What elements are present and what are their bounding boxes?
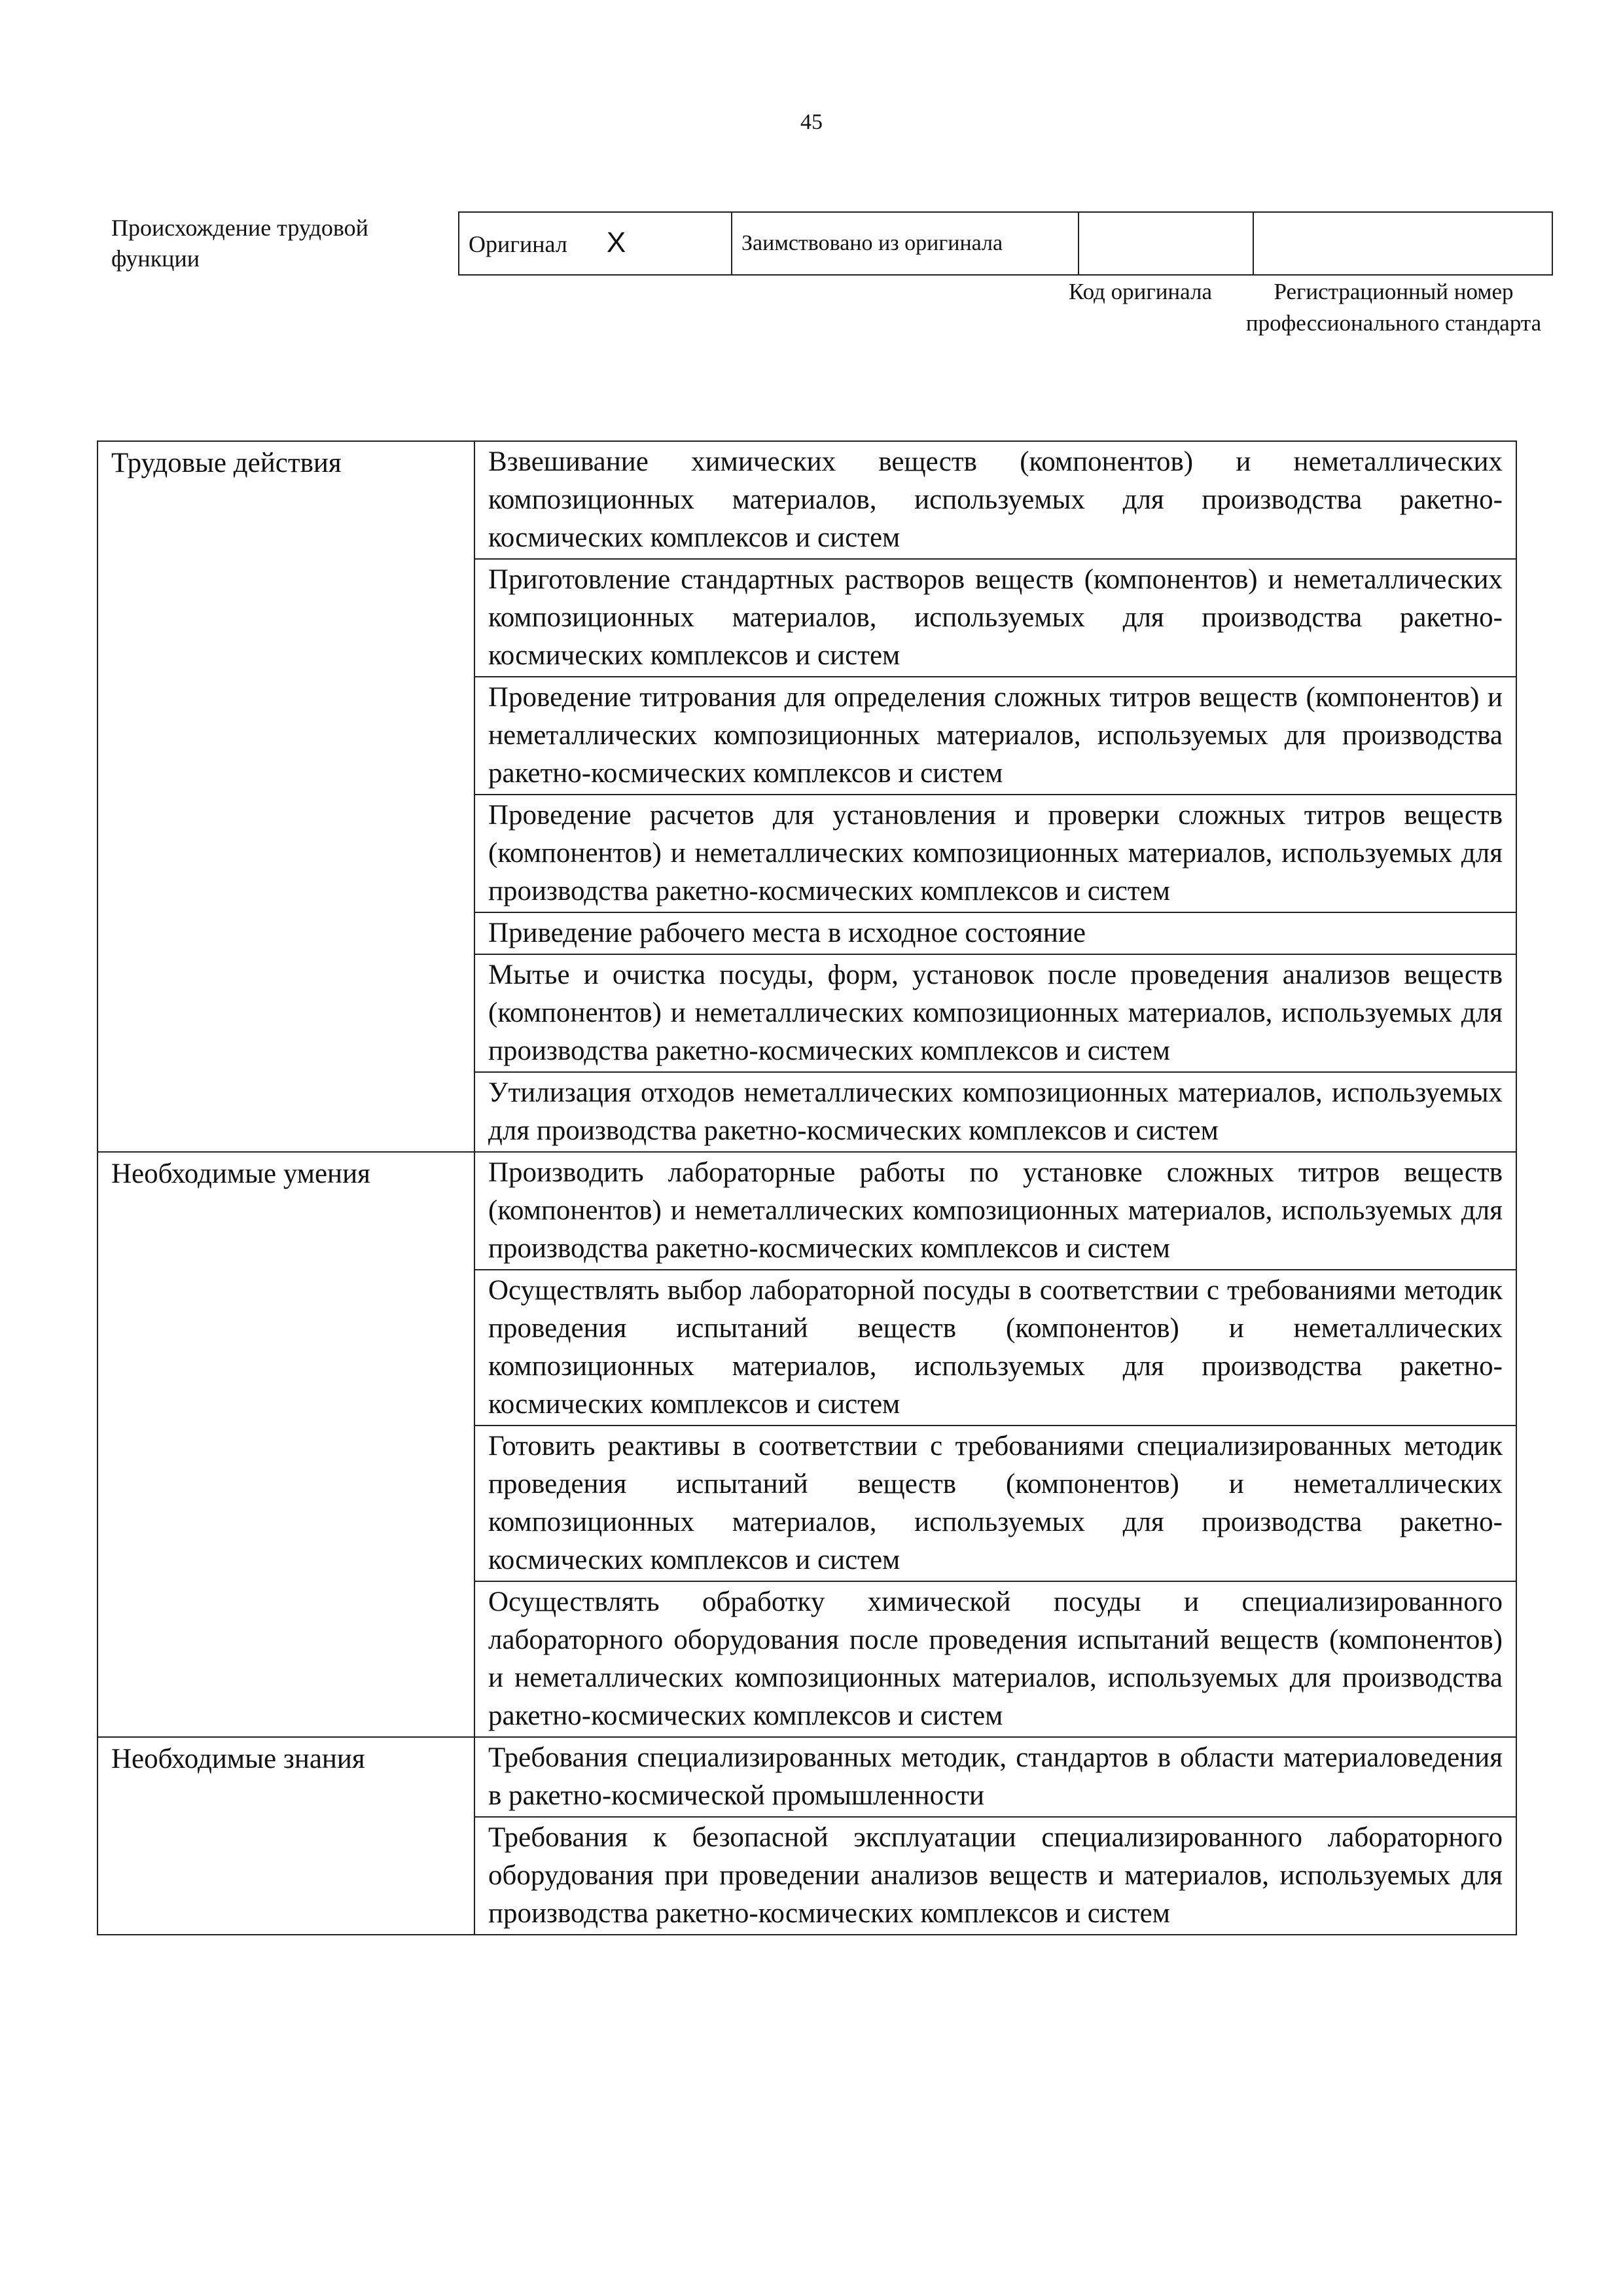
table-cell: Мытье и очистка посуды, форм, установок после проведения анализов веществ (компонентов) и неметаллических композиционных материалов, используемых для производства ракетно-космических комплексов и систем bbox=[474, 954, 1516, 1072]
table-cell: Требования специализированных методик, стандартов в области материаловедения в ракетно-космической промышленности bbox=[474, 1737, 1516, 1817]
table-row bbox=[98, 441, 1516, 559]
table-cell: Производить лабораторные работы по установке сложных титров веществ (компонентов) и неметаллических композиционных материалов, используемых для производства ракетно-космических комплексов и систем bbox=[474, 1152, 1516, 1270]
table-cell: Приготовление стандартных растворов веществ (компонентов) и неметаллических композиционных материалов, используемых для производства ракетно-космических комплексов и систем bbox=[474, 559, 1516, 677]
table-row bbox=[98, 1737, 1516, 1817]
registration-caption: Регистрационный номер профессионального стандарта bbox=[1245, 279, 1542, 336]
section-title: Необходимые умения bbox=[98, 1152, 474, 1737]
code-caption: Код оригинала bbox=[1068, 279, 1213, 304]
table-cell: Взвешивание химических веществ (компонентов) и неметаллических композиционных материалов, используемых для производства ракетно-космических комплексов и систем bbox=[474, 441, 1516, 559]
registration-number-cell bbox=[1253, 212, 1552, 275]
original-label: Оригинал bbox=[469, 231, 567, 257]
original-mark: X bbox=[606, 226, 626, 259]
table-cell: Проведение расчетов для установления и проверки сложных титров веществ (компонентов) и неметаллических композиционных материалов, используемых для производства ракетно-космических комплексов и систем bbox=[474, 795, 1516, 912]
table-row bbox=[98, 1152, 1516, 1270]
table-cell: Осуществлять обработку химической посуды и специализированного лабораторного оборудования после проведения испытаний веществ (компонентов) и неметаллических композиционных материалов, используемых для производства ракетно-космических комплексов и систем bbox=[474, 1581, 1516, 1737]
origin-label: Происхождение трудовой функции bbox=[111, 215, 368, 272]
table-cell: Осуществлять выбор лабораторной посуды в соответствии с требованиями методик проведения испытаний веществ (компонентов) и неметаллических композиционных материалов, используемых для производства ракетно-космических комплексов и систем bbox=[474, 1270, 1516, 1426]
table-cell: Утилизация отходов неметаллических композиционных материалов, используемых для производства ракетно-космических комплексов и систем bbox=[474, 1072, 1516, 1152]
original-code-cell bbox=[1079, 212, 1253, 275]
table-cell: Приведение рабочего места в исходное состояние bbox=[474, 912, 1516, 954]
origin-table bbox=[458, 211, 1553, 276]
page-number: 45 bbox=[800, 110, 823, 134]
table-cell: Требования к безопасной эксплуатации специализированного лабораторного оборудования при проведении анализов веществ и материалов, используемых для производства ракетно-космических комплексов и систем bbox=[474, 1817, 1516, 1935]
labor-function-table bbox=[97, 440, 1517, 1935]
section-title: Необходимые знания bbox=[98, 1737, 474, 1935]
original-cell bbox=[459, 212, 732, 275]
table-cell: Готовить реактивы в соответствии с требованиями специализированных методик проведения испытаний веществ (компонентов) и неметаллических композиционных материалов, используемых для производства ракетно-космических комплексов и систем bbox=[474, 1426, 1516, 1581]
borrowed-cell: Заимствовано из оригинала bbox=[732, 212, 1079, 275]
section-title: Трудовые действия bbox=[98, 441, 474, 1152]
table-cell: Проведение титрования для определения сложных титров веществ (компонентов) и неметаллических композиционных материалов, используемых для производства ракетно-космических комплексов и систем bbox=[474, 677, 1516, 795]
